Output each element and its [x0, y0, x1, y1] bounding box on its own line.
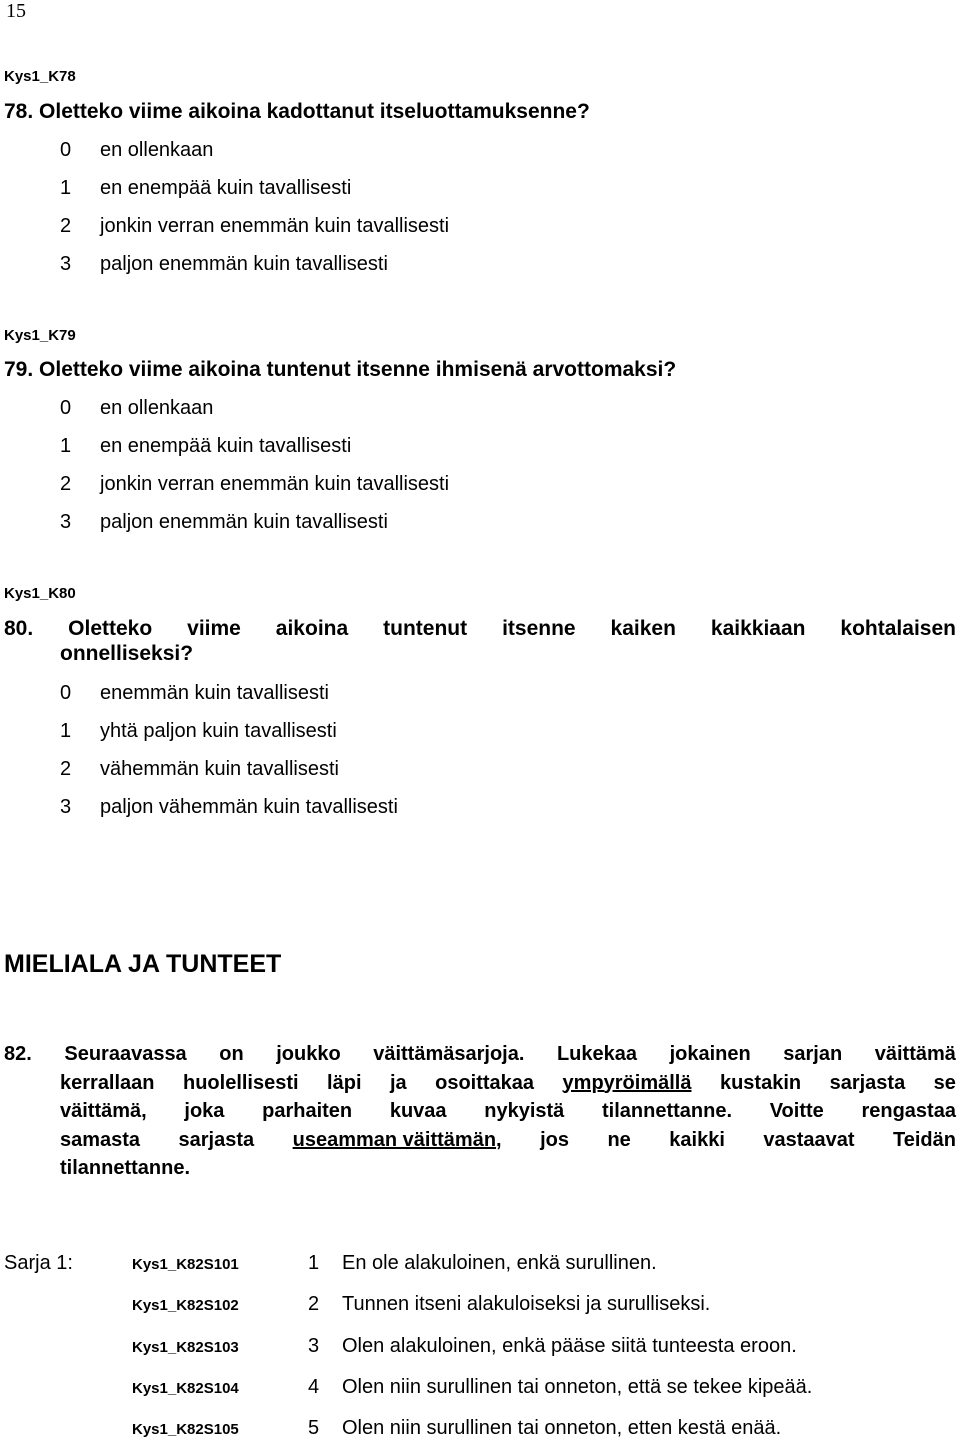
option-number: 2 [60, 473, 72, 495]
question-title: 79. Oletteko viime aikoina tuntenut itsenne ihmisenä arvottomaksi? [4, 358, 677, 381]
instruction-word: läpi [327, 1071, 362, 1094]
instruction-emphasis: useamman väittämän [292, 1128, 497, 1151]
answer-option [60, 215, 449, 238]
series-item-number: 1 [308, 1252, 320, 1274]
instruction-word: jos [540, 1128, 569, 1151]
answer-option [60, 682, 329, 705]
option-number: 1 [60, 177, 72, 199]
instruction-paragraph [4, 1040, 956, 1183]
option-text: paljon vähemmän kuin tavallisesti [100, 796, 398, 818]
option-text: en ollenkaan [100, 139, 214, 161]
question-title-line: onnelliseksi? [60, 642, 194, 665]
instruction-line [4, 1040, 956, 1069]
instruction-word: joukko [276, 1043, 341, 1065]
option-number: 0 [60, 397, 72, 419]
instruction-word: kuvaa [389, 1100, 447, 1122]
title-word: aikoina [275, 617, 349, 640]
instruction-word: vastaavat [763, 1128, 855, 1151]
instruction-emphasis: ympyröimällä [562, 1071, 692, 1094]
series-item-number: 5 [308, 1417, 320, 1439]
title-word: kaiken [610, 617, 676, 640]
instruction-word: kustakin [719, 1071, 802, 1094]
section-heading: MIELIALA JA TUNTEET [4, 950, 282, 978]
instruction-word: 82. [4, 1043, 32, 1065]
instruction-phrase [293, 1126, 502, 1155]
instruction-word: samasta [60, 1128, 141, 1151]
instruction-word: ne [607, 1128, 631, 1151]
title-word: viime [187, 617, 241, 640]
series-item-code: Kys1_K82S105 [132, 1421, 239, 1438]
option-text: jonkin verran enemmän kuin tavallisesti [100, 473, 450, 495]
series-label: Sarja 1: [4, 1252, 73, 1274]
title-word: kohtalaisen [840, 617, 956, 640]
instruction-word: väittämäsarjoja. [373, 1043, 525, 1065]
instruction-word: , [496, 1128, 502, 1151]
series-item-text: Olen niin surullinen tai onneton, että se tekee kipeää. [342, 1376, 813, 1398]
option-number: 3 [60, 511, 72, 533]
instruction-line [4, 1154, 956, 1183]
question-code: Kys1_K78 [4, 68, 76, 85]
instruction-word: kerrallaan [60, 1071, 155, 1094]
answer-option [60, 139, 213, 162]
instruction-word: jokainen [669, 1043, 751, 1065]
option-text: en enempää kuin tavallisesti [100, 435, 352, 457]
question-code: Kys1_K80 [4, 585, 76, 602]
instruction-word: Lukekaa [556, 1043, 638, 1065]
option-number: 2 [60, 215, 72, 237]
instruction-word: ja [389, 1071, 407, 1094]
instruction-word: Voitte [769, 1100, 824, 1122]
instruction-word: sarjasta [178, 1128, 255, 1151]
option-text: en ollenkaan [100, 397, 214, 419]
option-text: jonkin verran enemmän kuin tavallisesti [100, 215, 450, 237]
option-number: 3 [60, 253, 72, 275]
series-item [132, 1417, 781, 1440]
question-code: Kys1_K79 [4, 327, 76, 344]
series-item [132, 1293, 710, 1316]
question-title-line [4, 616, 956, 641]
instruction-line [4, 1126, 956, 1155]
option-text: paljon enemmän kuin tavallisesti [100, 511, 388, 533]
option-text: vähemmän kuin tavallisesti [100, 758, 339, 780]
instruction-word: parhaiten [262, 1100, 353, 1122]
series-item-code: Kys1_K82S102 [132, 1297, 239, 1314]
answer-option [60, 397, 213, 420]
option-number: 2 [60, 758, 72, 780]
instruction-word: sarjan [783, 1043, 843, 1065]
series-item-number: 2 [308, 1293, 320, 1315]
title-word: kaikkiaan [710, 617, 806, 640]
series-item-code: Kys1_K82S101 [132, 1256, 239, 1273]
question-title [4, 616, 956, 666]
answer-option [60, 796, 398, 819]
instruction-word: väittämä [874, 1043, 956, 1065]
answer-option [60, 435, 351, 458]
instruction-line [4, 1069, 956, 1098]
instruction-word: rengastaa [861, 1100, 956, 1122]
answer-option [60, 253, 388, 276]
instruction-word: on [219, 1043, 244, 1065]
series-item-number: 3 [308, 1335, 320, 1357]
instruction-word: se [933, 1071, 956, 1094]
answer-option [60, 177, 351, 200]
option-text: enemmän kuin tavallisesti [100, 682, 329, 704]
instruction-line [4, 1097, 956, 1126]
series-item-text: Olen alakuloinen, enkä pääse siitä tunteesta eroon. [342, 1335, 797, 1357]
series-item-text: Olen niin surullinen tai onneton, etten kestä enää. [342, 1417, 782, 1439]
title-word: tuntenut [383, 617, 468, 640]
series-item-code: Kys1_K82S103 [132, 1339, 239, 1356]
option-text: yhtä paljon kuin tavallisesti [100, 720, 337, 742]
option-text: paljon enemmän kuin tavallisesti [100, 253, 388, 275]
series-item [132, 1335, 797, 1358]
answer-option [60, 758, 339, 781]
instruction-word: väittämä, [60, 1100, 147, 1122]
option-number: 3 [60, 796, 72, 818]
series-item-text: Tunnen itseni alakuloiseksi ja surulliseksi. [342, 1293, 711, 1315]
option-number: 0 [60, 682, 72, 704]
instruction-word: huolellisesti [182, 1071, 299, 1094]
instruction-word: Seuraavassa [64, 1043, 187, 1065]
instruction-word: nykyistä [484, 1100, 565, 1122]
instruction-word: kaikki [669, 1128, 725, 1151]
series-item-text: En ole alakuloinen, enkä surullinen. [342, 1252, 657, 1274]
title-word: Oletteko [68, 617, 153, 640]
series-item [132, 1252, 657, 1275]
answer-option [60, 720, 337, 743]
page-number: 15 [6, 0, 26, 22]
question-title: 78. Oletteko viime aikoina kadottanut itseluottamuksenne? [4, 100, 590, 123]
option-number: 1 [60, 435, 72, 457]
instruction-word: joka [184, 1100, 225, 1122]
series-item-code: Kys1_K82S104 [132, 1380, 239, 1397]
answer-option [60, 511, 388, 534]
instruction-word: tilannettanne. [60, 1157, 191, 1179]
answer-option [60, 473, 449, 496]
title-word: itsenne [502, 617, 576, 640]
series-item [132, 1376, 812, 1399]
instruction-word: sarjasta [829, 1071, 906, 1094]
option-text: en enempää kuin tavallisesti [100, 177, 352, 199]
instruction-word: Teidän [893, 1128, 956, 1151]
title-word: 80. [4, 617, 34, 640]
option-number: 1 [60, 720, 72, 742]
instruction-word: osoittakaa [435, 1071, 535, 1094]
instruction-word: tilannettanne. [602, 1100, 733, 1122]
series-item-number: 4 [308, 1376, 320, 1398]
option-number: 0 [60, 139, 72, 161]
